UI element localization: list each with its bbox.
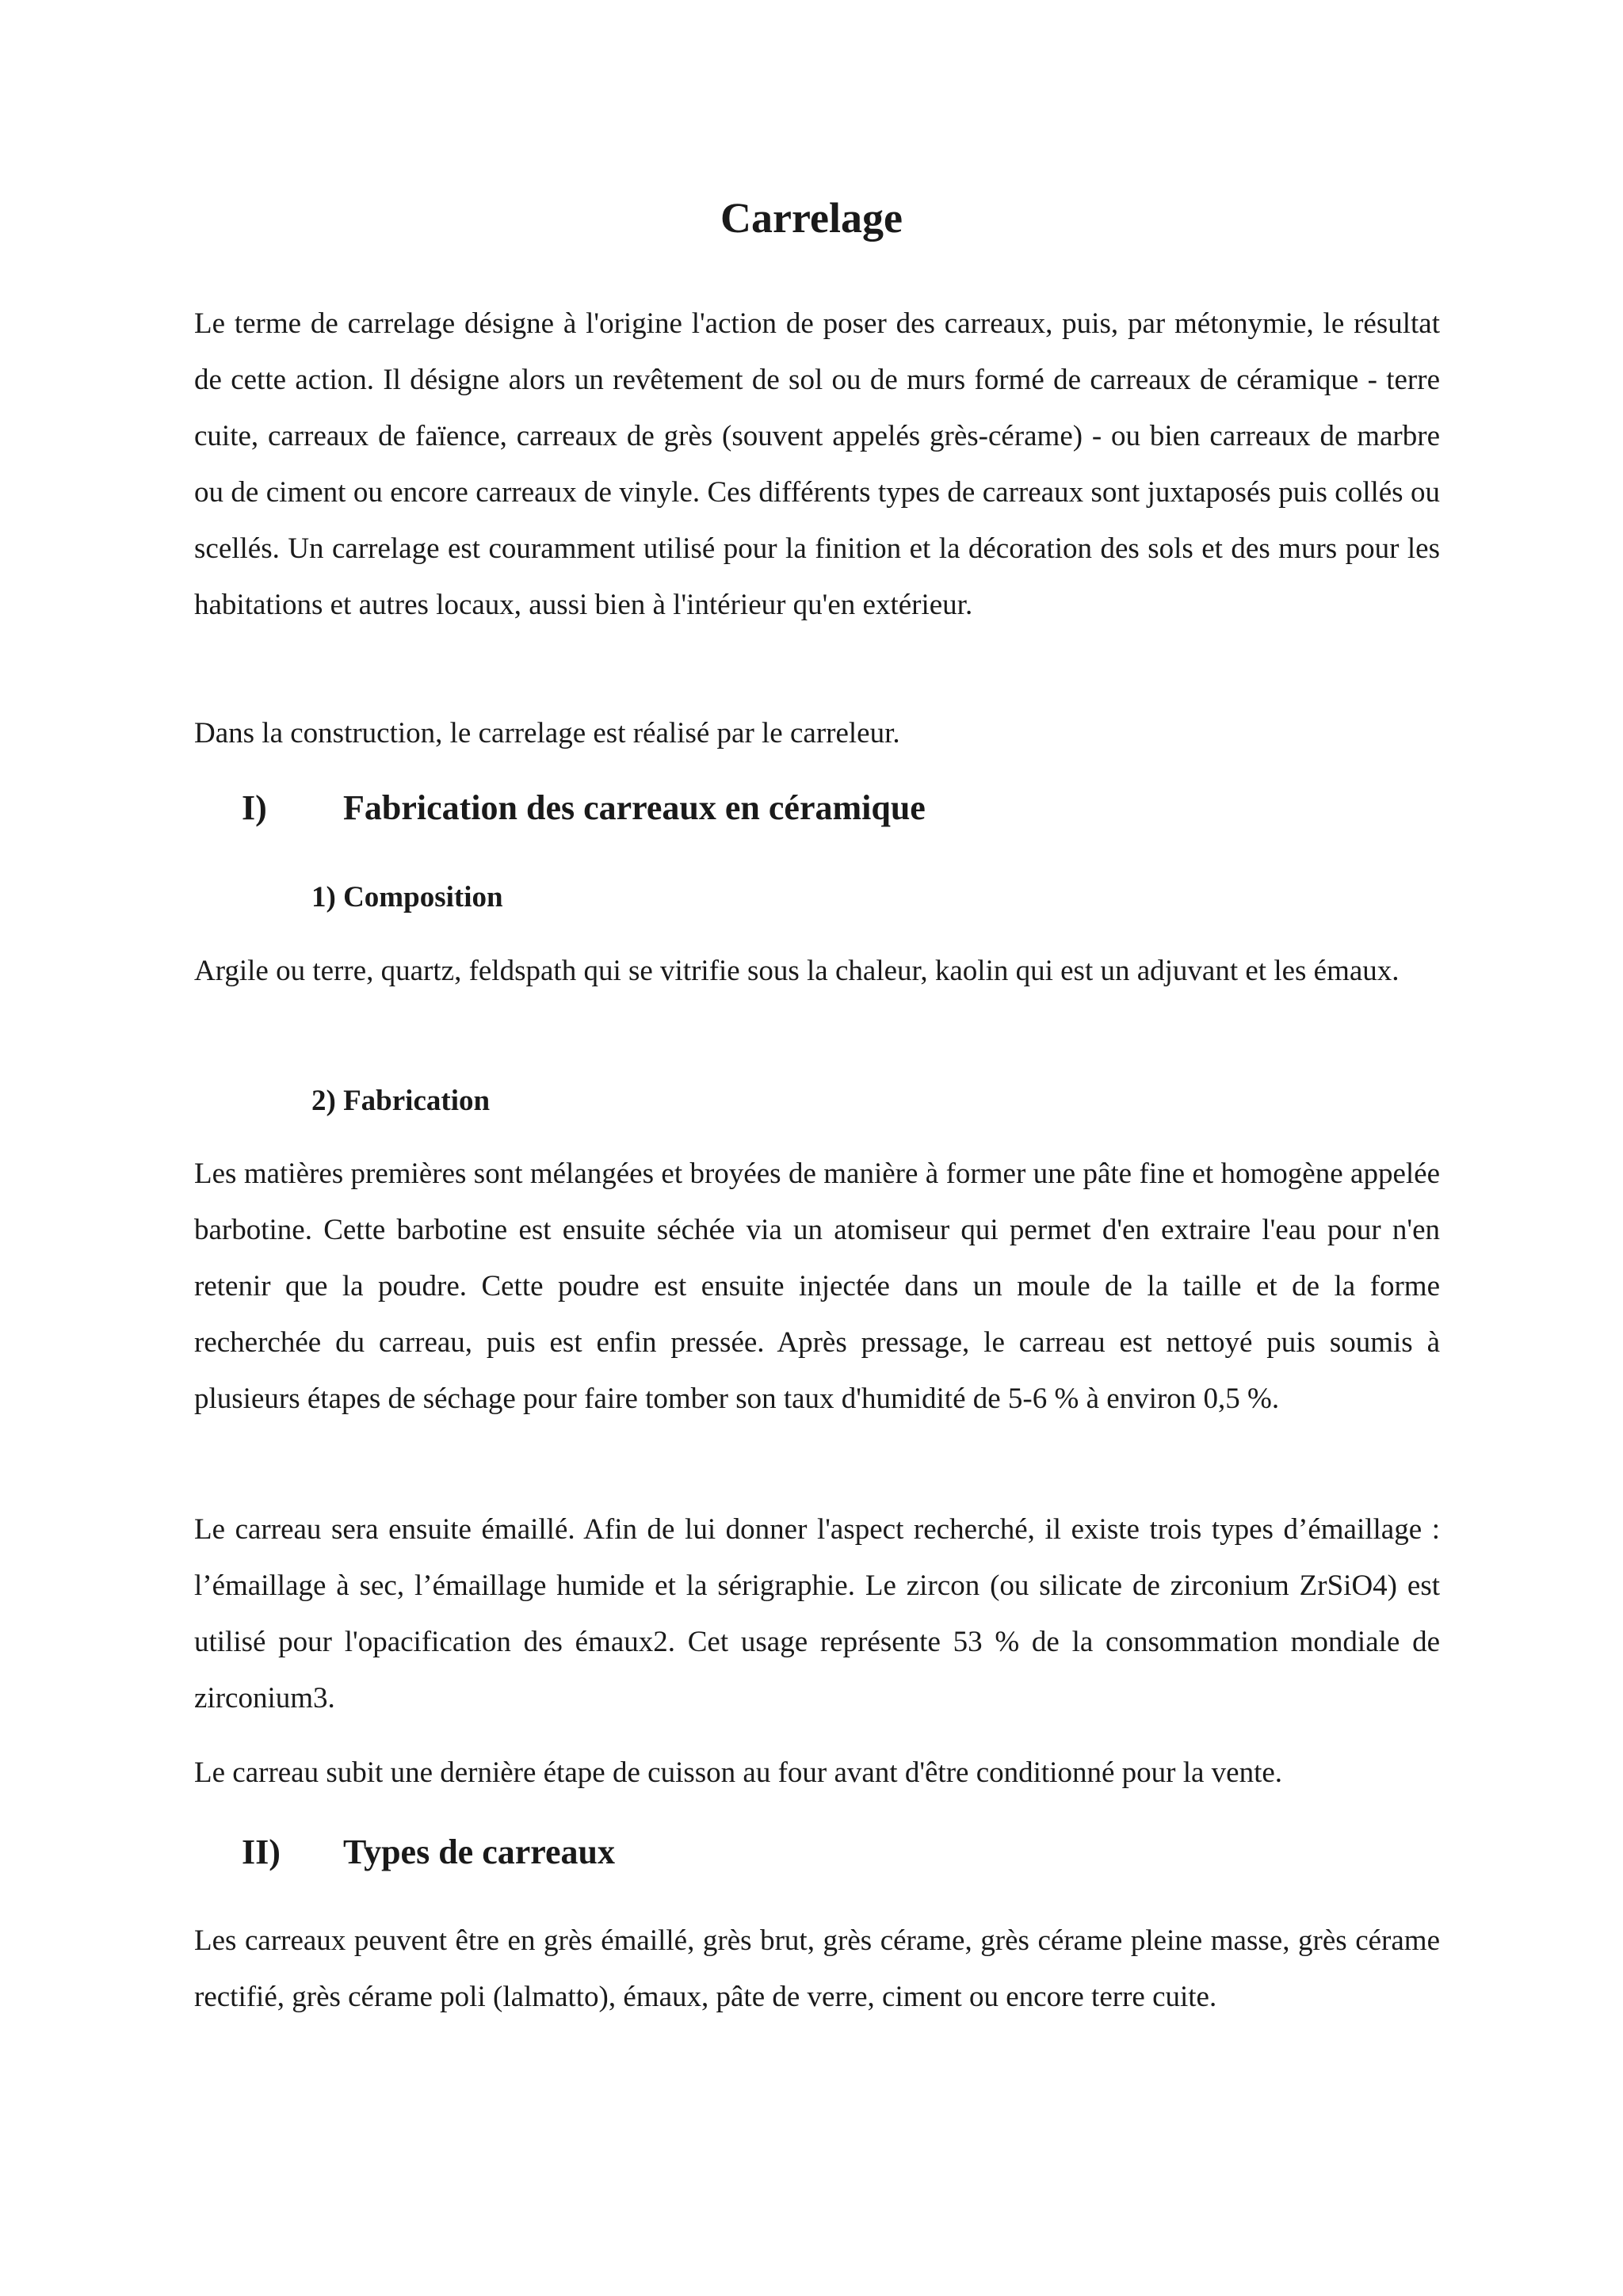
subsection-fabrication-heading: 2) Fabrication bbox=[311, 1085, 491, 1117]
section-2-number: II) bbox=[242, 1833, 281, 1871]
subsection-composition-heading: 1) Composition bbox=[311, 881, 503, 913]
section-1-number: I) bbox=[242, 788, 267, 827]
section-1-heading bbox=[242, 784, 926, 832]
fabrication-paragraph-1: Les matières premières sont mélangées et broyées de manière à former une pâte fine et homogène appelée barbotine. Cette barbotine est ensuite séchée via un atomiseur qui permet d'en extraire l'eau pour n'en retenir que la poudre. Cette poudre est ensuite injectée dans un moule de la taille et de la forme recherchée du carreau, puis est enfin pressée. Après pressage, le carreau est nettoyé puis soumis à plusieurs étapes de séchage pour faire tomber son taux d'humidité de 5-6 % à environ 0,5 %. bbox=[194, 1158, 1440, 1415]
section-2-title: Types de carreaux bbox=[343, 1833, 615, 1871]
intro-paragraph-2: Dans la construction, le carrelage est réalisé par le carreleur. bbox=[194, 717, 900, 749]
types-paragraph: Les carreaux peuvent être en grès émaillé, grès brut, grès cérame, grès cérame pleine masse, grès cérame rectifié, grès cérame poli (lalmatto), émaux, pâte de verre, ciment ou encore terre cuite. bbox=[194, 1924, 1440, 2013]
section-2-heading bbox=[242, 1829, 615, 1876]
section-1-title: Fabrication des carreaux en céramique bbox=[343, 788, 926, 827]
intro-paragraph: Le terme de carrelage désigne à l'origine l'action de poser des carreaux, puis, par métonymie, le résultat de cette action. Il désigne alors un revêtement de sol ou de murs formé de carreaux de céramique - terre cuite, carreaux de faïence, carreaux de grès (souvent appelés grès-cérame) - ou bien carreaux de marbre ou de ciment ou encore carreaux de vinyle. Ces différents types de carreaux sont juxtaposés puis collés ou scellés. Un carrelage est couramment utilisé pour la finition et la décoration des sols et des murs pour les habitations et autres locaux, aussi bien à l'intérieur qu'en extérieur. bbox=[194, 307, 1440, 621]
page-title: Carrelage bbox=[720, 194, 903, 242]
fabrication-paragraph-2: Le carreau sera ensuite émaillé. Afin de lui donner l'aspect recherché, il existe trois types d’émaillage : l’émaillage à sec, l’émaillage humide et la sérigraphie. Le zircon (ou silicate de zirconium ZrSiO4) est utilisé pour l'opacification des émaux2. Cet usage représente 53 % de la consommation mondiale de zirconium3. bbox=[194, 1513, 1440, 1714]
composition-paragraph: Argile ou terre, quartz, feldspath qui se vitrifie sous la chaleur, kaolin qui est un adjuvant et les émaux. bbox=[194, 955, 1400, 987]
fabrication-paragraph-3: Le carreau subit une dernière étape de cuisson au four avant d'être conditionné pour la vente. bbox=[194, 1756, 1283, 1789]
